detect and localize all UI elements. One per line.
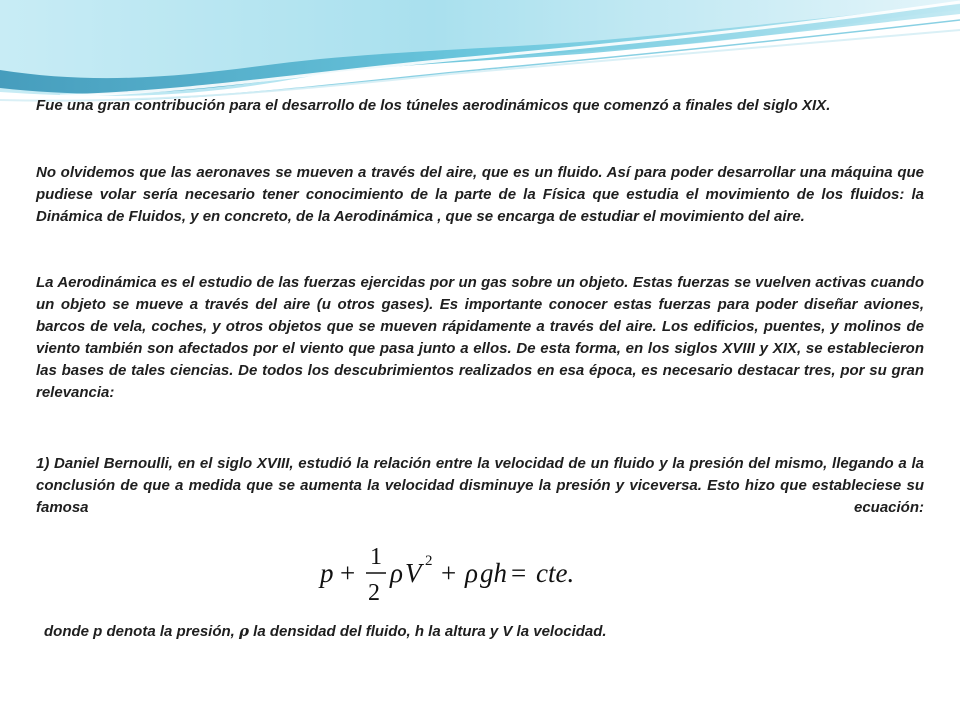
paragraph-2: No olvidemos que las aeronaves se mueven a través del aire, que es un fluido. Así para poder desarrollar una máquina que pudiese volar sería necesario tener conocimiento de la parte de la Física que estudia el movimiento de los fluidos: la Dinámica de Fluidos, y en concreto, de la Aerodinámica , que se encarga de estudiar el movimiento del aire. (36, 164, 924, 225)
eq-numerator: 1 (370, 544, 382, 570)
eq-rho-1: ρ (390, 558, 403, 588)
paragraph-1: Fue una gran contribución para el desarrollo de los túneles aerodinámicos que comenzó a finales del siglo XIX. (36, 97, 831, 114)
eq-equals: = (511, 558, 527, 588)
bernoulli-equation (318, 540, 608, 610)
eq-plus-2: + (441, 558, 457, 588)
eq-plus-1: + (340, 558, 356, 588)
equation-legend (44, 622, 607, 640)
eq-denominator: 2 (368, 580, 380, 606)
legend-text-start: donde p denota la presión, (44, 623, 240, 640)
eq-cte: cte. (536, 558, 575, 588)
eq-exponent: 2 (425, 553, 433, 569)
legend-rho-symbol: ρ (239, 622, 249, 640)
paragraph-3: La Aerodinámica es el estudio de las fuerzas ejercidas por un gas sobre un objeto. Estas fuerzas se vuelven activas cuando un objeto se mueve a través del aire (u otros gases). Es importante conocer estas fuerzas para poder diseñar aviones, barcos de vela, coches, y otros objetos que se mueven rápidamente a través del aire. Los edificios, puentes, y molinos de viento también son afectados por el viento que pasa junto a ellos. De esta forma, en los siglos XVIII y XIX, se establecieron las bases de tales ciencias. De todos los descubrimientos realizados en esa época, es necesario destacar tres, por su gran relevancia: (36, 274, 924, 401)
eq-rho-2: ρ (465, 558, 478, 588)
eq-p: p (320, 558, 334, 588)
paragraph-4: 1) Daniel Bernoulli, en el siglo XVIII, estudió la relación entre la velocidad de un fluido y la presión del mismo, llegando a la conclusión de que a medida que se aumenta la velocidad disminuye la presión y viceversa. Esto hizo que estableciese su famosa ecuación: (36, 455, 924, 516)
eq-V: V (405, 558, 422, 588)
eq-gh: gh (480, 558, 507, 588)
legend-text-end: la densidad del fluido, h la altura y V la velocidad. (249, 623, 607, 640)
